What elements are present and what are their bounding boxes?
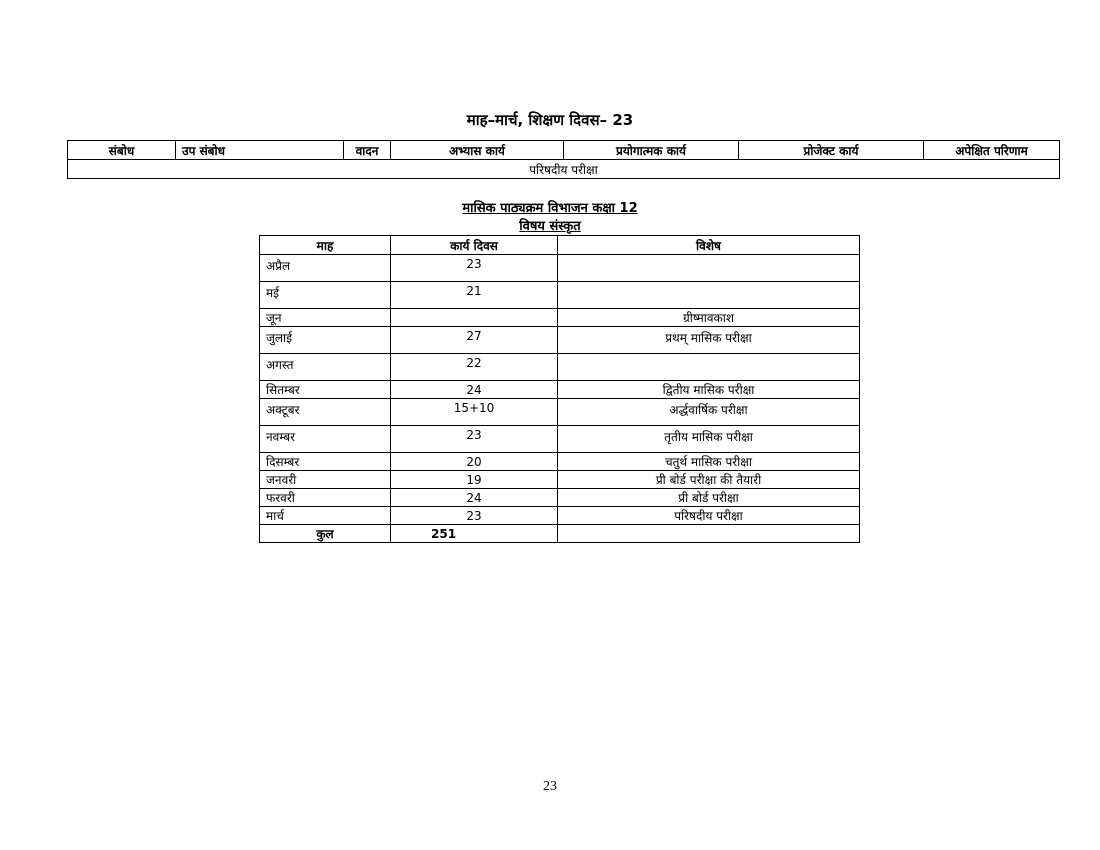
schedule-header-row: [260, 236, 860, 255]
row-month: जनवरी: [260, 471, 391, 489]
table-row: [260, 381, 860, 399]
row-note: प्री बोर्ड परीक्षा की तैयारी: [558, 471, 860, 489]
page-number: 23: [543, 779, 557, 794]
row-note: प्री बोर्ड परीक्षा: [558, 489, 860, 507]
row-note: [558, 255, 860, 282]
table-row: [260, 426, 860, 453]
total-row: [260, 525, 860, 543]
row-note: प्रथम् मासिक परीक्षा: [558, 327, 860, 354]
row-days: 21: [391, 282, 558, 309]
table-row: [260, 282, 860, 309]
row-month: अगस्त: [260, 354, 391, 381]
row-note: द्वितीय मासिक परीक्षा: [558, 381, 860, 399]
total-label: कुल: [260, 525, 391, 543]
row-days: 23: [391, 426, 558, 453]
table-row: [260, 507, 860, 525]
header-project-work: प्रोजेक्ट कार्य: [739, 141, 924, 160]
row-month: जून: [260, 309, 391, 327]
table-row: [260, 354, 860, 381]
table-row: [260, 309, 860, 327]
row-days: 22: [391, 354, 558, 381]
header-practice-work: अभ्यास कार्य: [391, 141, 564, 160]
row-month: जुलाई: [260, 327, 391, 354]
header-period: वादन: [344, 141, 391, 160]
row-month: दिसम्बर: [260, 453, 391, 471]
row-month: फरवरी: [260, 489, 391, 507]
month-heading: माह–मार्च, शिक्षण दिवस– 23: [466, 111, 634, 129]
row-note: परिषदीय परीक्षा: [558, 507, 860, 525]
row-note: चतुर्थ मासिक परीक्षा: [558, 453, 860, 471]
table-row: [260, 399, 860, 426]
row-month: सितम्बर: [260, 381, 391, 399]
row-month: मई: [260, 282, 391, 309]
monthly-schedule-table: [259, 235, 860, 543]
table-row: [260, 471, 860, 489]
row-days: 23: [391, 507, 558, 525]
row-note: ग्रीष्मावकाश: [558, 309, 860, 327]
board-exam-cell: परिषदीय परीक्षा: [68, 160, 1060, 179]
header-month: माह: [260, 236, 391, 255]
lesson-plan-row: [68, 160, 1060, 179]
row-month: नवम्बर: [260, 426, 391, 453]
row-days: 20: [391, 453, 558, 471]
lesson-plan-table: [67, 140, 1060, 179]
header-special: विशेष: [558, 236, 860, 255]
row-days: 15+10: [391, 399, 558, 426]
table-row: [260, 327, 860, 354]
schedule-title: मासिक पाठ्यक्रम विभाजन कक्षा 12: [462, 201, 638, 216]
header-working-days: कार्य दिवस: [391, 236, 558, 255]
schedule-subject: विषय संस्कृत: [519, 219, 581, 234]
row-days: 27: [391, 327, 558, 354]
header-sub-concept: उप संबोध: [176, 141, 344, 160]
row-days: 24: [391, 381, 558, 399]
table-row: [260, 255, 860, 282]
header-expected-result: अपेक्षित परिणाम: [924, 141, 1060, 160]
row-note: तृतीय मासिक परीक्षा: [558, 426, 860, 453]
row-month: मार्च: [260, 507, 391, 525]
lesson-plan-header-row: [68, 141, 1060, 160]
table-row: [260, 453, 860, 471]
row-note: अर्द्धवार्षिक परीक्षा: [558, 399, 860, 426]
total-days: 251: [391, 525, 558, 543]
row-days: 23: [391, 255, 558, 282]
header-concept: संबोध: [68, 141, 176, 160]
row-note: [558, 282, 860, 309]
total-note: [558, 525, 860, 543]
row-days: 24: [391, 489, 558, 507]
row-note: [558, 354, 860, 381]
header-practical-work: प्रयोगात्मक कार्य: [564, 141, 739, 160]
row-days: 19: [391, 471, 558, 489]
row-days: [391, 309, 558, 327]
row-month: अप्रैल: [260, 255, 391, 282]
table-row: [260, 489, 860, 507]
row-month: अक्टूबर: [260, 399, 391, 426]
